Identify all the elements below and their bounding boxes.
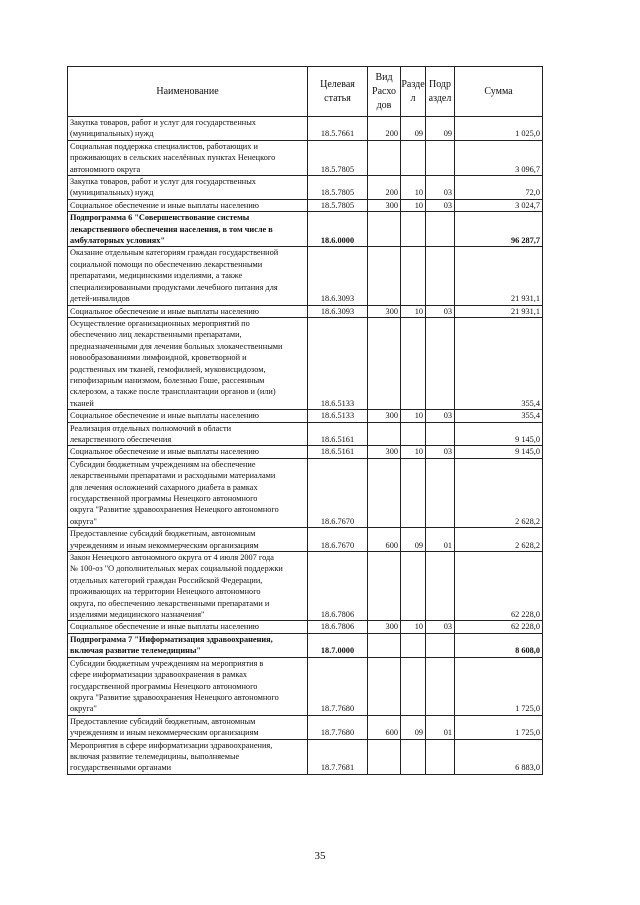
- row-name: [68, 422, 308, 446]
- row-subsection: [426, 739, 455, 774]
- header-target-line1: Целевая: [320, 78, 355, 90]
- row-name-line: лекарственного обеспечения: [70, 434, 172, 444]
- table-row: [68, 621, 543, 633]
- row-target-article: 18.6.5133: [308, 410, 368, 422]
- row-section: [401, 657, 426, 715]
- row-name-line: государственной программы Ненецкого автономного: [70, 681, 258, 691]
- table-row: [68, 117, 543, 141]
- row-name-line: Социальное обеспечение и иные выплаты населению: [70, 411, 259, 421]
- row-name: [68, 657, 308, 715]
- row-name-line: учреждениям и иным некоммерческим организациям: [70, 540, 259, 550]
- row-section: [401, 739, 426, 774]
- row-target-article: 18.6.0000: [308, 212, 368, 247]
- row-name-line: родственных им тканей, гемофилией, муковисцидозом,: [70, 364, 266, 374]
- header-podrazdel-line2: аздел: [428, 92, 452, 104]
- row-name: [68, 317, 308, 409]
- row-sum: 355,4: [455, 410, 543, 422]
- row-name-line: Социальное обеспечение и иные выплаты населению: [70, 622, 259, 632]
- row-name-line: тканей: [70, 398, 94, 408]
- row-expense-type: [368, 739, 401, 774]
- row-subsection: 01: [426, 528, 455, 552]
- row-name-line: Закон Ненецкого автономного округа от 4 июля 2007 года: [70, 553, 274, 563]
- row-expense-type: 200: [368, 117, 401, 141]
- row-name: [68, 212, 308, 247]
- row-target-article: 18.5.7661: [308, 117, 368, 141]
- row-sum: 6 883,0: [455, 739, 543, 774]
- row-name: [68, 446, 308, 458]
- row-section: 10: [401, 176, 426, 200]
- row-subsection: [426, 633, 455, 657]
- row-section: 10: [401, 446, 426, 458]
- header-vid-line1: Вид: [375, 71, 393, 83]
- row-section: [401, 422, 426, 446]
- table-row: [68, 528, 543, 552]
- row-name: [68, 633, 308, 657]
- row-target-article: 18.6.7670: [308, 528, 368, 552]
- table-row: [68, 140, 543, 175]
- table-row: [68, 715, 543, 739]
- row-expense-type: 600: [368, 715, 401, 739]
- row-expense-type: [368, 317, 401, 409]
- row-name-line: учреждениям и иным некоммерческим организациям: [70, 728, 259, 738]
- row-subsection: [426, 247, 455, 305]
- row-name: [68, 410, 308, 422]
- header-target-article: [308, 67, 368, 117]
- row-name: [68, 247, 308, 305]
- table-row: [68, 317, 543, 409]
- row-sum: 3 096,7: [455, 140, 543, 175]
- row-name-line: Мероприятия в сфере информатизации здравоохранения,: [70, 740, 273, 750]
- row-target-article: 18.7.0000: [308, 633, 368, 657]
- row-target-article: 18.6.3093: [308, 305, 368, 317]
- row-subsection: [426, 657, 455, 715]
- row-name-line: Осуществление организационных мероприятий по: [70, 318, 250, 328]
- row-subsection: [426, 317, 455, 409]
- row-name-line: округа": [70, 704, 97, 714]
- row-target-article: 18.5.7805: [308, 199, 368, 211]
- row-name-line: амбулаторных условиях": [70, 236, 166, 246]
- row-expense-type: 200: [368, 176, 401, 200]
- row-name: [68, 199, 308, 211]
- page-number: 35: [314, 850, 326, 862]
- row-subsection: 03: [426, 410, 455, 422]
- row-name-line: государственной программы Ненецкого автономного: [70, 494, 258, 503]
- row-target-article: 18.7.7680: [308, 657, 368, 715]
- row-section: [401, 247, 426, 305]
- row-target-article: 18.6.5161: [308, 422, 368, 446]
- row-subsection: 01: [426, 715, 455, 739]
- table-row: [68, 633, 543, 657]
- header-name: Наименование: [68, 67, 308, 117]
- table-row: [68, 176, 543, 200]
- row-subsection: [426, 552, 455, 621]
- row-section: [401, 317, 426, 409]
- row-name-line: проживающих в сельских населённых пунктах Ненецкого: [70, 153, 276, 163]
- header-podrazdel-line1: Подр: [428, 78, 452, 90]
- row-subsection: 03: [426, 176, 455, 200]
- row-name-line: округа": [70, 516, 97, 526]
- row-expense-type: 300: [368, 410, 401, 422]
- table-row: [68, 212, 543, 247]
- row-name-line: Социальное обеспечение и иные выплаты населению: [70, 200, 259, 210]
- row-expense-type: 300: [368, 621, 401, 633]
- row-name: [68, 528, 308, 552]
- row-name-line: включая развитие телемедицины": [70, 646, 202, 656]
- row-sum: 8 608,0: [455, 633, 543, 657]
- row-target-article: 18.6.5161: [308, 446, 368, 458]
- row-expense-type: [368, 633, 401, 657]
- row-target-article: 18.5.7805: [308, 140, 368, 175]
- row-expense-type: 600: [368, 528, 401, 552]
- row-sum: 2 628,2: [455, 458, 543, 527]
- row-expense-type: 300: [368, 199, 401, 211]
- row-name: [68, 117, 308, 141]
- row-name-line: Социальная поддержка специалистов, работающих и: [70, 141, 258, 151]
- row-name-line: Социальное обеспечение и иные выплаты населению: [70, 306, 259, 316]
- row-section: [401, 633, 426, 657]
- row-name: [68, 458, 308, 527]
- row-name-line: обеспечению лиц лекарственными препаратами,: [70, 330, 242, 340]
- row-expense-type: [368, 247, 401, 305]
- row-sum: 2 628,2: [455, 528, 543, 552]
- row-section: [401, 212, 426, 247]
- row-sum: 1 725,0: [455, 715, 543, 739]
- row-name-line: государственными органами: [70, 763, 172, 773]
- row-sum: 21 931,1: [455, 305, 543, 317]
- row-expense-type: 300: [368, 305, 401, 317]
- row-target-article: 18.6.7806: [308, 621, 368, 633]
- row-name: [68, 552, 308, 621]
- row-subsection: [426, 422, 455, 446]
- table-row: [68, 657, 543, 715]
- table-body: [68, 117, 543, 775]
- row-name-line: Субсидии бюджетным учреждениям на обеспечение: [70, 459, 256, 469]
- row-name-line: Закупка товаров, работ и услуг для государственных: [70, 118, 256, 127]
- row-name-line: детей-инвалидов: [70, 294, 130, 304]
- row-name-line: Подпрограмма 7 "Информатизация здравоохранения,: [70, 634, 273, 644]
- row-section: [401, 552, 426, 621]
- header-razdel-line1: Разде: [401, 78, 425, 90]
- table-row: [68, 410, 543, 422]
- row-sum: 9 145,0: [455, 422, 543, 446]
- row-name: [68, 176, 308, 200]
- row-name-line: Социальное обеспечение и иные выплаты населению: [70, 447, 259, 457]
- row-name: [68, 621, 308, 633]
- table-row: [68, 446, 543, 458]
- row-name-line: отдельных категорий граждан Российской Федерации,: [70, 575, 263, 585]
- row-subsection: 03: [426, 446, 455, 458]
- row-section: 10: [401, 621, 426, 633]
- row-sum: 96 287,7: [455, 212, 543, 247]
- row-name-line: округа "Развитие здравоохранения Ненецкого автономного: [70, 692, 279, 702]
- table-row: [68, 247, 543, 305]
- row-name-line: (муниципальных) нужд: [70, 129, 154, 139]
- row-expense-type: [368, 422, 401, 446]
- row-target-article: 18.6.3093: [308, 247, 368, 305]
- row-name-line: Предоставление субсидий бюджетным, автономным: [70, 716, 256, 726]
- row-expense-type: [368, 458, 401, 527]
- row-sum: 1 725,0: [455, 657, 543, 715]
- row-target-article: 18.6.5133: [308, 317, 368, 409]
- row-sum: 9 145,0: [455, 446, 543, 458]
- row-name-line: проживающих на территории Ненецкого автономного: [70, 587, 261, 597]
- row-name-line: округа, по обеспечению лекарственными препаратами и: [70, 598, 270, 608]
- header-vid-line2: Расхо: [372, 85, 396, 97]
- row-name: [68, 140, 308, 175]
- row-name-line: (муниципальных) нужд: [70, 188, 154, 198]
- row-subsection: [426, 212, 455, 247]
- row-target-article: 18.7.7681: [308, 739, 368, 774]
- row-sum: 21 931,1: [455, 247, 543, 305]
- row-section: [401, 140, 426, 175]
- row-name-line: социальной помощи по обеспечению лекарственными: [70, 259, 263, 269]
- row-name-line: сфере информатизации здравоохранения в рамках: [70, 670, 248, 680]
- budget-table: [67, 66, 543, 775]
- header-subsection: [426, 67, 455, 117]
- row-name: [68, 715, 308, 739]
- row-sum: 3 024,7: [455, 199, 543, 211]
- row-target-article: 18.6.7670: [308, 458, 368, 527]
- row-name-line: препаратами, медицинскими изделиями, а также: [70, 271, 243, 281]
- row-subsection: [426, 140, 455, 175]
- row-target-article: 18.7.7680: [308, 715, 368, 739]
- row-name-line: гипофизарным нанизмом, болезнью Гоше, рассеянным: [70, 375, 265, 385]
- row-name: [68, 305, 308, 317]
- row-name-line: новообразованиями лимфоидной, кроветворной и: [70, 353, 247, 363]
- row-section: [401, 458, 426, 527]
- header-vid-line3: дов: [376, 99, 392, 111]
- row-section: 10: [401, 305, 426, 317]
- row-name-line: лекарственными препаратами и расходными материалами: [70, 471, 276, 481]
- row-section: 09: [401, 528, 426, 552]
- table-row: [68, 458, 543, 527]
- row-name-line: включая развитие телемедицины, выполняемые: [70, 751, 240, 761]
- row-sum: 62 228,0: [455, 552, 543, 621]
- row-subsection: 03: [426, 199, 455, 211]
- header-row: [68, 67, 543, 117]
- row-section: 10: [401, 199, 426, 211]
- row-expense-type: [368, 212, 401, 247]
- row-name-line: № 100-оз "О дополнительных мерах социальной поддержки: [70, 564, 283, 574]
- row-name-line: изделиями медицинского назначения": [70, 610, 205, 620]
- row-name-line: Предоставление субсидий бюджетным, автономным: [70, 529, 256, 539]
- row-subsection: 09: [426, 117, 455, 141]
- table-row: [68, 199, 543, 211]
- row-name-line: специализированными продуктами лечебного питания для: [70, 282, 278, 292]
- row-sum: 62 228,0: [455, 621, 543, 633]
- row-section: 09: [401, 117, 426, 141]
- row-name: [68, 739, 308, 774]
- header-target-line2: статья: [324, 92, 351, 104]
- row-expense-type: 300: [368, 446, 401, 458]
- row-sum: 1 025,0: [455, 117, 543, 141]
- row-subsection: 03: [426, 621, 455, 633]
- header-sum: Сумма: [455, 67, 543, 117]
- table-row: [68, 739, 543, 774]
- row-name-line: Подпрограмма 6 "Совершенствование системы: [70, 213, 250, 223]
- row-name-line: Субсидии бюджетным учреждениям на мероприятия в: [70, 658, 264, 668]
- row-subsection: [426, 458, 455, 527]
- row-name-line: предназначенными для лечения больных злокачественными: [70, 341, 283, 351]
- row-name-line: автономного округа: [70, 164, 141, 174]
- row-sum: 72,0: [455, 176, 543, 200]
- header-razdel-line2: л: [410, 92, 416, 104]
- row-name-line: Закупка товаров, работ и услуг для государственных: [70, 177, 256, 187]
- row-name-line: Оказание отдельным категориям граждан государственной: [70, 248, 279, 258]
- row-subsection: 03: [426, 305, 455, 317]
- row-section: 09: [401, 715, 426, 739]
- row-name-line: для лечения осложнений сахарного диабета в рамках: [70, 482, 258, 492]
- row-sum: 355,4: [455, 317, 543, 409]
- row-section: 10: [401, 410, 426, 422]
- row-target-article: 18.5.7805: [308, 176, 368, 200]
- row-name-line: склерозом, а также после трансплантации органов и (или): [70, 387, 276, 397]
- header-section: [401, 67, 426, 117]
- row-name-line: округа "Развитие здравоохранения Ненецкого автономного: [70, 505, 279, 515]
- row-expense-type: [368, 140, 401, 175]
- row-expense-type: [368, 552, 401, 621]
- row-target-article: 18.6.7806: [308, 552, 368, 621]
- header-expense-type: [368, 67, 401, 117]
- row-name-line: Реализация отдельных полномочий в области: [70, 423, 232, 433]
- table-row: [68, 422, 543, 446]
- row-expense-type: [368, 657, 401, 715]
- table-row: [68, 552, 543, 621]
- table-row: [68, 305, 543, 317]
- row-name-line: лекарственного обеспечения населения, в том числе в: [70, 224, 273, 234]
